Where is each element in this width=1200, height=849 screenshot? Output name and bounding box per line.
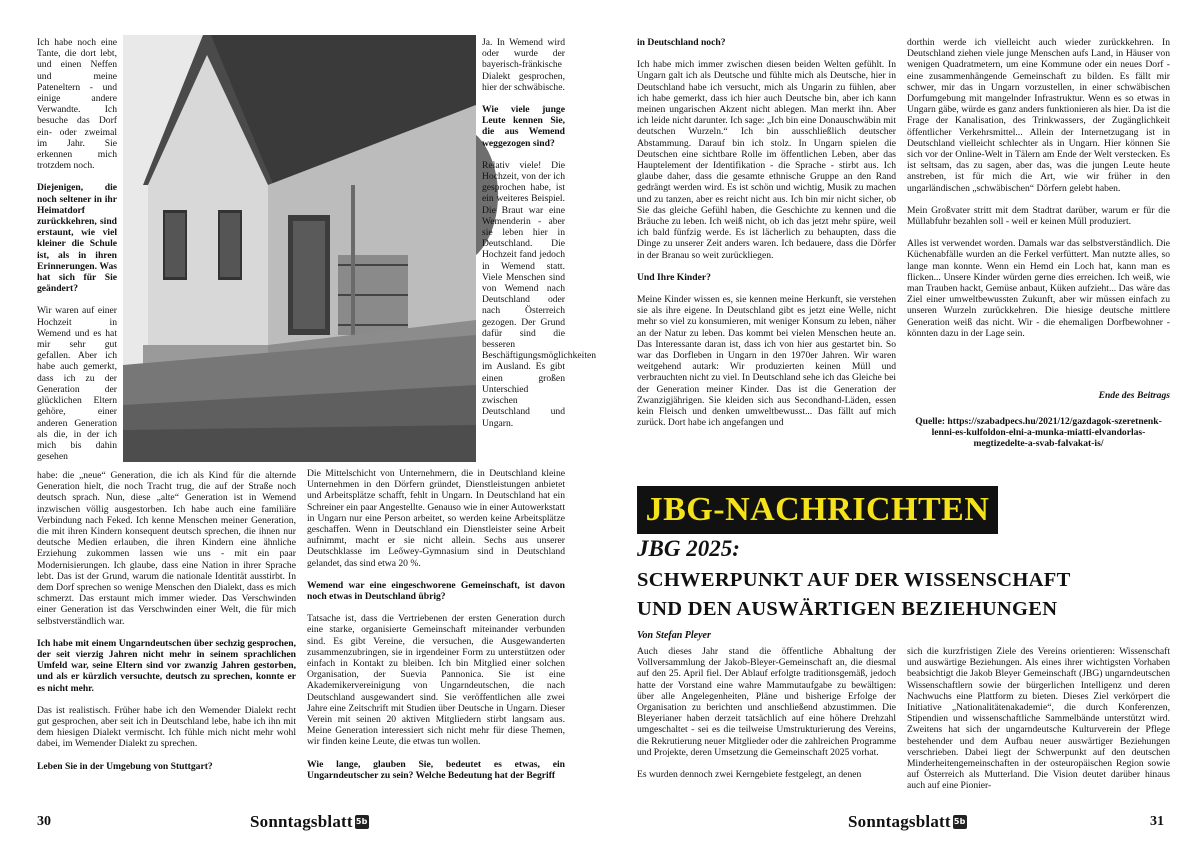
left-col1-wide (37, 470, 296, 800)
source-link[interactable]: Quelle: https://szabadpecs.hu/2021/12/gazdagok-szeretnenk-lenni-es-kulfoldon-elni-a-munka-miatti-elvandorlas-megtizedelte-a-svab-falvakat-is/ (915, 416, 1162, 450)
right-col2-bottom (907, 646, 1170, 806)
article-headline (637, 566, 1177, 624)
masthead-title: Sonntagsblatt (250, 812, 353, 831)
interview-question: Ich habe mit einem Ungarndeutschen über sechzig gesprochen, der seit vierzig Jahren nicht mehr in seinem sprachlichen Umfeld war, seine Eltern sind vor zwanzig Jahren gestorben, und als er kürzlich versuchte, deutsch zu sprechen, konnte er es nicht mehr. (37, 637, 296, 694)
page-number-left: 30 (37, 814, 51, 829)
left-col2-wide (307, 468, 565, 803)
paragraph: Es wurden dennoch zwei Kerngebiete festgelegt, an denen (637, 769, 862, 781)
masthead-title: Sonntagsblatt (848, 812, 951, 831)
paragraph: Meine Kinder wissen es, sie kennen meine Herkunft, sie verstehen sie als ihre eigene. In Deutschland gibt es jetzt eine Welle, nicht mehr so viel zu konsumieren, mit weniger Konsum zu leben, näher an der Natur zu leben. Das kommt bei vielen Menschen heute an. Das Interessante daran ist, dass ich von hier aus gestartet bin. So war das Dorfleben in Ungarn in den 1970er Jahren. Wir waren weitgehend autark: Wir produzierten keinen Müll und verbrauchten nicht zu viel. In Deutschland sehe ich das Gleiche bei der Generation meiner Kinder. Das ist die Generation der Zwanzigjährigen. Sie kleiden sich aus Secondhand-Läden, essen kein Fleisch und denken umweltbewusst... Das fällt auf mich zurück. Dort habe ich angefangen und (637, 294, 896, 429)
paragraph: habe: die „neue“ Generation, die ich als Kind für die alternde Generation hielt, die noch Tracht trug, die auf der Straße noch deutsch sprach. Nun, diese „alte“ Generation ist in Wemend inzwischen völlig ausgestorben. Ich habe auch eine familiäre Verbindung nach Feked. Ich kenne Menschen meiner Generation, die mit ihren Kindern konsequent deutsch sprechen, die ihnen nur deutsche Medien erlauben, die ihren Kindern eine ähnliche Erziehung zukommen lassen wie uns - mit ein paar Modernisierungen. Ich glaube, dass eine Nation in ihrer Sprache lebt. Das ist der Grund, warum die nationale Identität ausstirbt. In dem Dorf sprechen so wenige Menschen den Dialekt, dass es mich schmerzt. Das erstaunt mich immer wieder. Das Verschwinden einer Generation ist das Verschwinden einer Welt, die für mich selbstverständlich war. (37, 470, 296, 627)
left-col2-narrow (482, 37, 597, 472)
paragraph: sich die kurzfristigen Ziele des Vereins orientieren: Wissenschaft und auswärtige Beziehungen. Als eines ihrer wichtigsten Vorhaben beabsichtigt die Jakob Bleyer Gemeinschaft (JBG) ungarndeutschen Wissenschaftlern sowie der bürgerlichen Intelligenz und deren Nachwuchs eine Plattform zu bieten. Dieses Ziel verkörpert die Initiative „Nationalitätenakademie“, die durch Konferenzen, Stipendien und wissenschaftliche Sammelbände unterstützt wird. Zweitens hat sich der ungarndeutsche Kulturverein der Pflege bestehender und dem Aufbau neuer auswärtiger Beziehungen verschrieben. Dabei liegt der Schwerpunkt auf den deutschen Minderheitengemeinschaften in der osteuropäischen Region sowie auf Österreich als Mutterland. Die Vision deutet darüber hinaus auch auf eine Pionier- (907, 646, 1170, 792)
right-col1-top (637, 37, 896, 472)
article-kicker: JBG 2025: (637, 536, 740, 561)
right-col2-top (907, 37, 1170, 417)
paragraph: Relativ viele! Die Hochzeit, von der ich gesprochen habe, ist ein weiteres Beispiel. Die Braut war eine Wemenderin - aber sie leben hier in Deutschland. Die Hochzeit fand jedoch in Wemend statt. Viele Menschen sind von Wemend nach Deutschland oder nach Österreich gezogen. Der Grund dafür sind die besseren Beschäftigungsmöglichkeiten im Ausland. Es gibt einen großen Unterschied zwischen Deutschland und Ungarn. (482, 159, 597, 429)
interview-question: in Deutschland noch? (637, 37, 726, 48)
masthead-logo-icon: 5b (953, 815, 967, 829)
paragraph: Das ist realistisch. Früher habe ich den Wemender Dialekt recht gut gesprochen, aber seit ich in Deutschland lebe, habe ich ihn mit dem hiesigen Dialekt vermischt. Ich fühle mich nicht mehr wohl dabei, im Wemender Dialekt zu sprechen. (37, 704, 296, 750)
paragraph: Wir waren auf einer Hochzeit in Wemend und es hat mir sehr gut gefallen. Aber ich habe auch gemerkt, dass ich zu der Generation der glücklichen Eltern gehöre, einer anderen Generation als die, in der ich mich bis dahin gesehen (37, 305, 117, 463)
headline-line-1: SCHWERPUNKT AUF DER WISSENSCHAFT (637, 569, 1071, 591)
interview-question: Diejenigen, die noch seltener in ihr Heimatdorf zurückkehren, sind erstaunt, wie viel kleiner die Schule ist, als in ihren Erinnerungen. Was hat sich für Sie geändert? (37, 182, 117, 295)
end-note-box (907, 390, 1170, 402)
end-note: Ende des Beitrags (1098, 390, 1170, 401)
left-col1-narrow (37, 37, 117, 465)
paragraph: Ich habe mich immer zwischen diesen beiden Welten gefühlt. In Ungarn galt ich als Deutsche und fühlte mich als Deutsche, hier in Deutschland habe ich versucht, mich als Ungarin zu fühlen, aber ich habe gemerkt, dass ich hier auch Deutsche bin, aber ich kann meinen ungarischen Akzent nicht ablegen. Man merkt ihn. Aber ich leide nicht darunter. Ich sage: „Ich bin eine Donauschwäbin mit deutschen Wurzeln.“ Ich bin ausschließlich deutscher Abstammung. Darauf bin ich stolz. In Ungarn spielen die Deutschen eine sichtbare Rolle im öffentlichen Leben, aber das Hauptelement der Identifikation - die Sprache - stirbt aus. Ich glaube daher, dass die gesamte ethnische Gruppe an den Rand gedrängt werden wird. Es ist schön und wichtig, Musik zu machen und zu tanzen, aber es reicht nicht aus. Ich bin mir nicht sicher, ob Sie das gleiche Gefühl haben, die Geschichte zu kennen und die Bräuche zu leben. Ich weiß nicht, ob ich das jetzt mehr spüre, weil ich bald fünfzig werde. Es ist lächerlich zu behaupten, dass die Dinge zu unserer Zeit anders waren. Ich bedauere, dass die Dörfer in der Branau so weit zurückliegen. (637, 59, 896, 261)
paragraph: Tatsache ist, dass die Vertriebenen der ersten Generation durch eine starke, organisierte Gemeinschaft miteinander verbunden sind. Es gibt Vereine, die versuchen, die Ausgewanderten zusammenzubringen, sie in irgendeiner Form zu unterstützen oder einfach in Kontakt zu bleiben. Ich bin Mitglied einer solchen Organisation, der Suevia Pannonica. Sie ist eine Akademikervereinigung von Ungarndeutschen, die nach Deutschland ausgewandert sind. Sie veröffentlichen alle zwei Jahre eine Zeitschrift mit Studien über Deutsche in Ungarn. Dieser Verein mit seinen 20 aktiven Mitgliedern stirbt langsam aus. Meine Generation interessiert sich nicht mehr für diese Themen, wir finden keine Leute, die etwas tun wollen. (307, 613, 565, 748)
masthead-logo-icon: 5b (355, 815, 369, 829)
paragraph: Mein Großvater stritt mit dem Stadtrat darüber, warum er für die Müllabfuhr bezahlen soll - weil er keinen Müll produziert. (907, 204, 1170, 228)
paragraph: Die Mittelschicht von Unternehmern, die in Deutschland kleine Unternehmen in den Dörfern gründet, Dienstleistungen anbietet und Arbeitsplätze schafft, fehlt in Ungarn. In Deutschland hat ein Schreiner ein paar Angestellte. Genauso wie in einer Autowerkstatt in Ungarn nur eine Person arbeitet, so werden keine Arbeitsplätze geschaffen. Wenn in Deutschland ein Dienstleister seine Arbeit aufnimmt, macht er sie nicht allein. Sechs aus unserer Deutschklasse im Leőwey-Gymnasium sind in Deutschland gelandet, das sind etwa 20 %. (307, 468, 565, 569)
page-number-right: 31 (1150, 814, 1164, 829)
interview-question: Wemend war eine eingeschworene Gemeinschaft, ist davon noch etwas in Deutschland übrig? (307, 579, 565, 603)
interview-question: Wie viele junge Leute kennen Sie, die aus Wemend weggezogen sind? (482, 104, 565, 149)
paragraph: dorthin werde ich vielleicht auch wieder zurückkehren. In Deutschland ziehen viele junge Menschen aufs Land, in Häuser von wenigen Quadratmetern, um eine Kommune oder ein neues Dorf - eine zusammenhängende Gemeinschaft zu bilden. Es fällt mir schwer, mir das in Ungarn vorzustellen, in einer schwäbischen Dorfumgebung mit mangelnder Infrastruktur. Wenn es so etwas in Ungarn gäbe, würde es ganz anders funktionieren als hier. Da ist die Frage der Kanalisation, des Trinkwassers, der Zugänglichkeit öffentlicher Verkehrsmittel... Allein der Internetzugang ist in Deutschland vielleicht schlechter als in Ungarn. Hier können Sie sich vor der Online-Welt in Tälern am Ende der Welt verstecken. Es ist seltsam, das zu sagen, aber das, was die jungen Leute heute anstreben, ist für mich die Art, wie wir früher in den ungarländischen „schwäbischen“ Dörfern gelebt haben. (907, 37, 1170, 194)
masthead-left (250, 812, 369, 832)
article-byline: Von Stefan Pleyer (637, 630, 711, 641)
right-page (600, 0, 1200, 849)
masthead-right (848, 812, 967, 832)
section-banner-text: JBG-NACHRICHTEN (645, 491, 990, 528)
paragraph: Ja. In Wemend wird oder wurde der bayerisch-fränkische Dialekt gesprochen, hier der schwäbische. (482, 37, 565, 93)
interview-question: Leben Sie in der Umgebung von Stuttgart? (37, 760, 213, 772)
village-house-photo (123, 35, 476, 462)
paragraph: Auch dieses Jahr stand die öffentliche Abhaltung der Vollversammlung der Jakob-Bleyer-Gemeinschaft an, die diesmal auf den 25. April fiel. Der Ablauf erfolgte traditionsgemäß, jedoch hatte der Vorstand eine wahre Mammutaufgabe zu bewältigen: über alle Angelegenheiten, Pläne und bisherige Erfolge der Organisation zu berichten und anschließend abzustimmen. Die Bleyerianer haben derzeit tatsächlich auf eine höhere Drehzahl umgeschaltet - sei es die teilweise Umstrukturierung des Vereins, die Rekrutierung neuer Mitglieder oder die zahlreichen Programme und Projekte, deren Umsetzung die Gemeinschaft 2025 vorhat. (637, 646, 896, 758)
interview-question: Wie lange, glauben Sie, bedeutet es etwas, ein Ungarndeutscher zu sein? Welche Bedeutung hat der Begriff (307, 758, 565, 781)
right-col1-bottom (637, 646, 896, 806)
paragraph: Ich habe noch eine Tante, die dort lebt, und einen Neffen und meine Pateneltern - und einige andere Verwandte. Ich besuche das Dorf ein- oder zweimal im Jahr. Sie erkennen mich trotzdem noch. (37, 37, 117, 172)
interview-question: Und Ihre Kinder? (637, 271, 711, 283)
source-box (907, 416, 1170, 456)
section-banner (637, 486, 998, 534)
headline-line-2: UND DEN AUSWÄRTIGEN BEZIEHUNGEN (637, 598, 1058, 620)
paragraph: Alles ist verwendet worden. Damals war das selbstverständlich. Die Küchenabfälle wurden an die Ferkel verfüttert. Man nutzte alles, so lange man konnte. Wenn ein Hemd ein Loch hat, kann man es flicken... Unsere Kinder würden gerne dies erreichen. Ich weiß, wie man Trauben hackt, Gemüse anbaut, Küken aufzieht... Das wäre das Ziel einer umweltbewussten Zukunft, aber wir müssen einfach zu unseren Wurzeln zurückkehren. Die hiesige deutsche mittlere Generation weiß das nicht. Wir - die ehemaligen Dorfbewohner - könnten dazu in der Lage sein. (907, 238, 1170, 339)
house-illustration (123, 35, 476, 462)
